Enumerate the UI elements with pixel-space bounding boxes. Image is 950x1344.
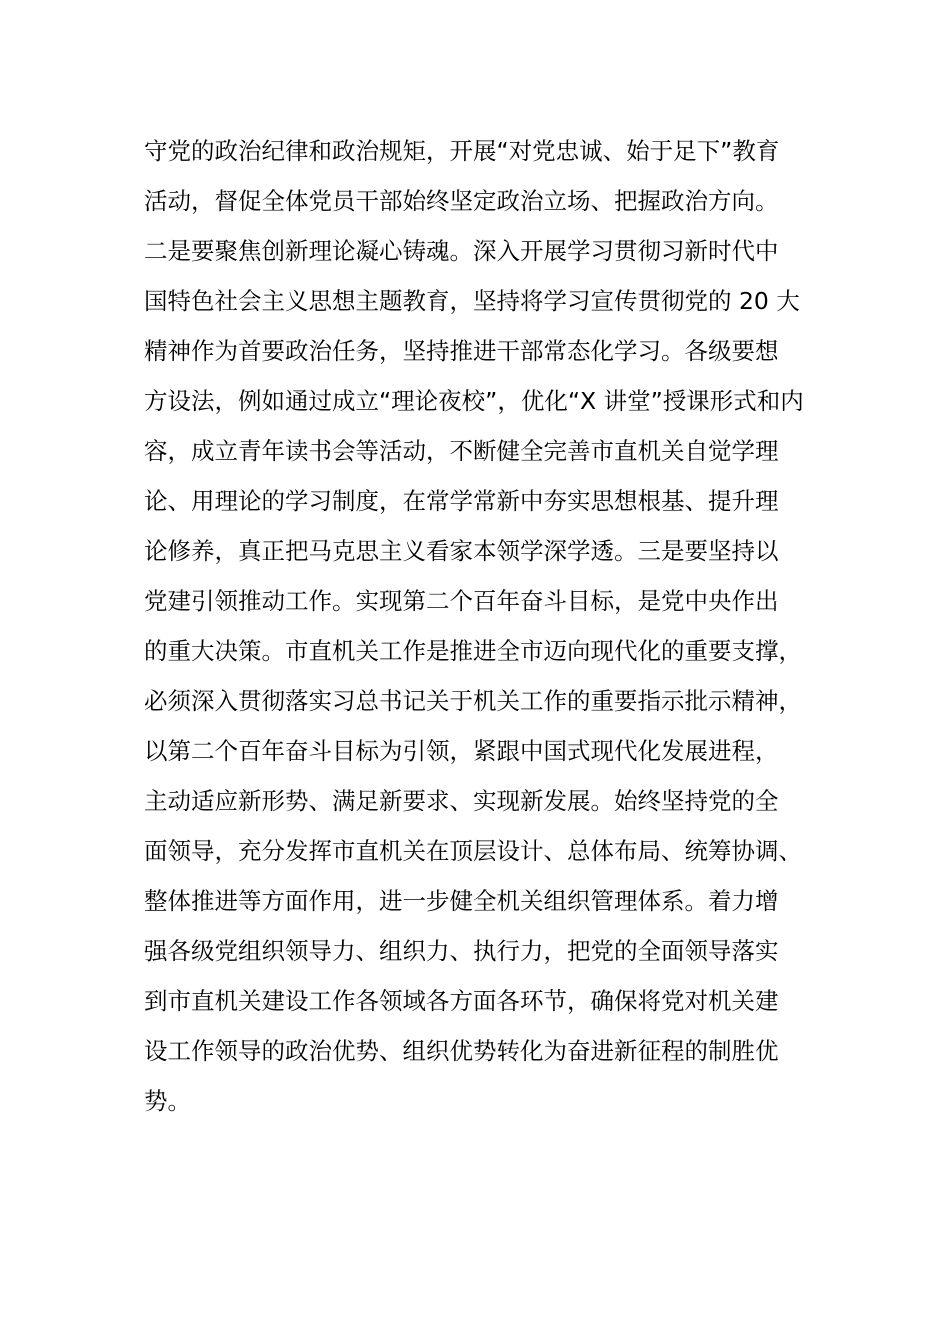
text-line: 强各级党组织领导力、组织力、执行力，把党的全面领导落实 — [144, 937, 779, 965]
text-line: 的重大决策。市直机关工作是推进全市迈向现代化的重要支撑， — [144, 637, 802, 665]
text-line: 以第二个百年奋斗目标为引领，紧跟中国式现代化发展进程， — [144, 737, 779, 765]
text-line: 容，成立青年读书会等活动，不断健全完善市直机关自觉学理 — [144, 437, 779, 465]
text-line: 二是要聚焦创新理论凝心铸魂。深入开展学习贯彻习新时代中 — [144, 237, 779, 265]
text-line: 主动适应新形势、满足新要求、实现新发展。始终坚持党的全 — [144, 787, 779, 815]
text-line: 精神作为首要政治任务，坚持推进干部常态化学习。各级要想 — [144, 337, 779, 365]
text-line: 面领导，充分发挥市直机关在顶层设计、总体布局、统筹协调、 — [144, 837, 802, 865]
text-line: 论、用理论的学习制度，在常学常新中夯实思想根基、提升理 — [144, 487, 779, 515]
text-line: 方设法，例如通过成立“理论夜校”，优化“X 讲堂”授课形式和内 — [144, 387, 804, 415]
text-line: 活动，督促全体党员干部始终坚定政治立场、把握政治方向。 — [144, 187, 779, 215]
text-line: 势。 — [144, 1087, 191, 1115]
text-line: 必须深入贯彻落实习总书记关于机关工作的重要指示批示精神， — [144, 687, 802, 715]
text-line: 论修养，真正把马克思主义看家本领学深学透。三是要坚持以 — [144, 537, 779, 565]
text-line: 设工作领导的政治优势、组织优势转化为奋进新征程的制胜优 — [144, 1037, 779, 1065]
text-line: 守党的政治纪律和政治规矩，开展“对党忠诚、始于足下”教育 — [144, 137, 780, 165]
text-line: 国特色社会主义思想主题教育，坚持将学习宣传贯彻党的 20 大 — [144, 287, 800, 315]
text-line: 党建引领推动工作。实现第二个百年奋斗目标，是党中央作出 — [144, 587, 779, 615]
text-line: 整体推进等方面作用，进一步健全机关组织管理体系。着力增 — [144, 887, 779, 915]
body-paragraph — [144, 126, 824, 1126]
text-line: 到市直机关建设工作各领域各方面各环节，确保将党对机关建 — [144, 987, 779, 1015]
